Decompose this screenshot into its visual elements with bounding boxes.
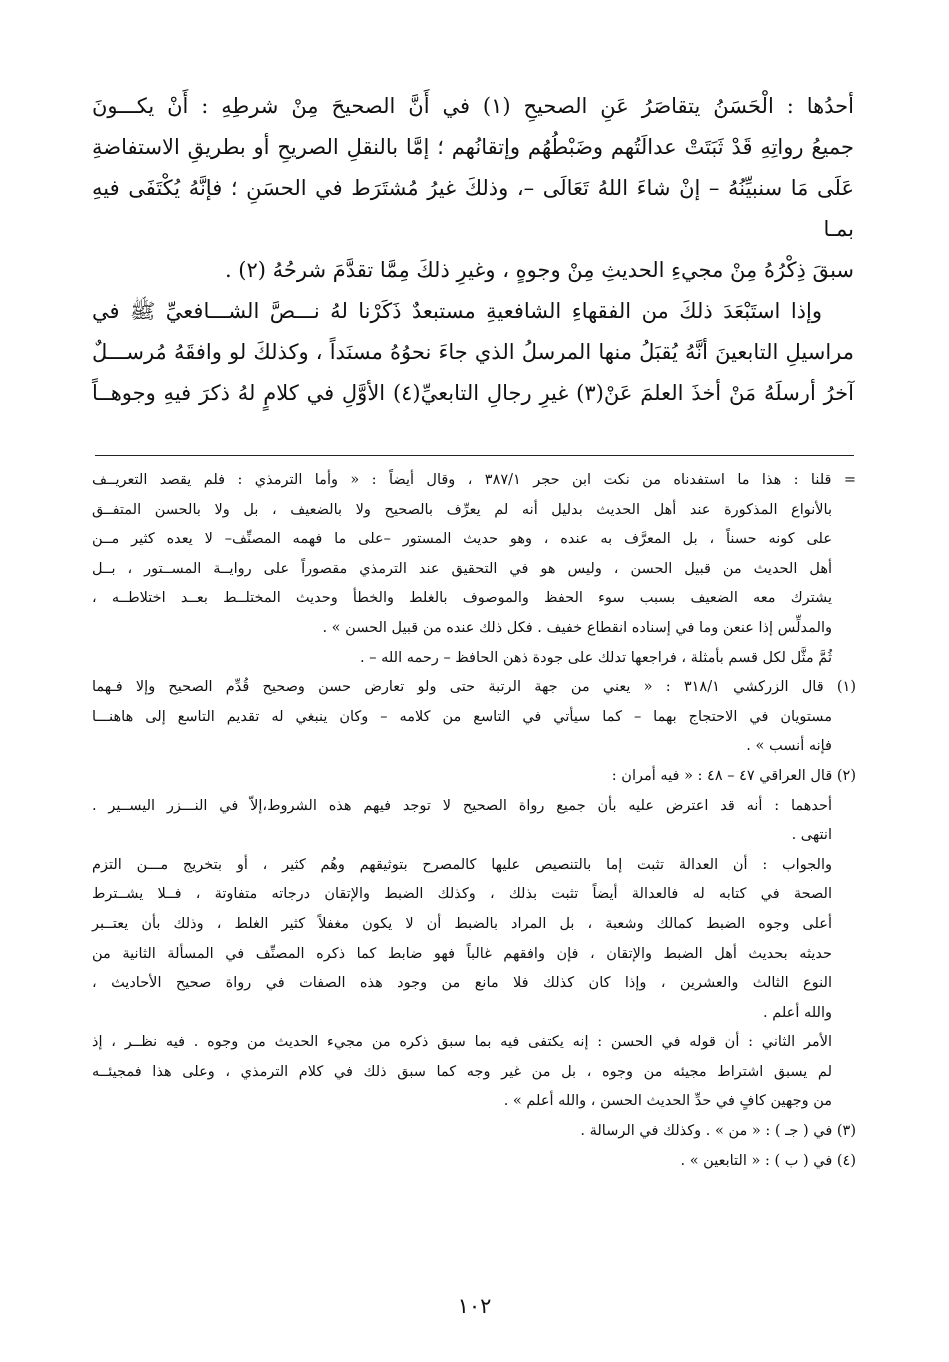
- main-text-line: مراسيلِ التابعينَ أنَّهُ يُقبَلُ منها المرسلُ الذي جاءَ نحوُهُ مسنَداً ، وكذلكَ لو وافقَهُ مُرســـلٌ: [92, 340, 854, 364]
- footnote-line: أحدهما : أنه قد اعترض عليه بأن جميع رواة الصحيح لا توجد فيهم هذه الشروط،إلاّ في النـــزر اليســير .: [92, 797, 832, 814]
- main-text-line: أحدُها : الْحَسَنُ يتقاصَرُ عَنِ الصحيحِ (١) في أَنَّ الصحيحَ مِنْ شرطِهِ : أَنْ يكـــونَ: [92, 94, 854, 118]
- footnote-line: = قلنا : هذا ما استفدناه من نكت ابن حجر ٣٨٧/١ ، وقال أيضاً : « وأما الترمذي : فلم يقصد التعريــف: [92, 472, 856, 488]
- footnote-line: الصحة في كتابه له فالعدالة أيضاً تثبت بذلك ، وكذلك الضبط والإتقان درجاته متفاوتة ، فــلا يشــترط: [92, 886, 832, 903]
- footnote-line: الأمر الثاني : أن قوله في الحسن : إنه يكتفى فيه بما سبق ذكره من مجيء الحديث من وجوه . فيه نظــر ، إذ: [92, 1034, 832, 1051]
- footnote-line: (٢) قال العراقي ٤٧ – ٤٨ : « فيه أمران :: [611, 767, 856, 784]
- footnote-line: النوع الثالث والعشرين ، وإذا كان كذلك فلا مانع من وجود هذه الصفات في رواة صحيح الأحاديث ،: [92, 975, 832, 992]
- footnote-line: أعلى وجوه الضبط كمالك وشعبة ، بل المراد بالضبط أن لا يكون مغفلاً كثير الغلط ، وذلك بأن يعتــبر: [92, 915, 832, 932]
- footnote-line: (٣) في ( جـ ) : « من » . وكذلك في الرسالة .: [580, 1123, 856, 1140]
- footnote-line: (٤) في ( ب ) : « التابعين » .: [680, 1152, 856, 1169]
- main-text: [92, 86, 854, 414]
- main-text-line: عَلَى مَا سنبيِّنُهُ – إنْ شاءَ اللهُ تَعَالَى –، وذلكَ غيرُ مُشتَرَط في الحسَنِ ؛ فإنَّهُ يُكْتَفَى فيهِ بمـا: [92, 176, 854, 241]
- footnotes: [92, 466, 856, 1176]
- main-text-line: سبقَ ذِكْرُهُ مِنْ مجيءِ الحديثِ مِنْ وجوهٍ ، وغيرِ ذلكَ مِمَّا تقدَّمَ شرحُهُ (٢) .: [224, 258, 854, 282]
- footnote-line: ثُمَّ مثَّل لكل قسم بأمثلة ، فراجعها تدلك على جودة ذهن الحافظ – رحمه الله – .: [360, 649, 832, 666]
- footnote-line: يشترك معه الضعيف بسبب سوء الحفظ والموصوف بالغلط والخطأ وحديث المختلــط بعــد اختلاطــه ،: [92, 590, 832, 607]
- footnote-line: لم يسبق اشتراط مجيئه من وجوه ، بل من غير وجه كما سبق ذلك في كلام الترمذي ، وعلى هذا فمجيئــه: [92, 1063, 832, 1080]
- footnote-line: (١) قال الزركشي ٣١٨/١ : « يعني من جهة الرتبة حتى ولو تعارض حسن وصحيح قُدِّم الصحيح وإلا فـهما: [92, 679, 856, 696]
- footnote-line: أهل الحديث من قبيل الحسن ، وليس هو في التحقيق عند الترمذي مقصوراً على روايــة المســتور ، بــل: [92, 560, 832, 577]
- footnote-line: فإنه أنسب » .: [746, 738, 832, 755]
- footnote-line: من وجهين كافٍ في حدِّ الحديث الحسن ، والله أعلم » .: [503, 1093, 832, 1110]
- footnote-line: والله أعلم .: [763, 1004, 832, 1021]
- footnote-separator: [95, 455, 854, 456]
- main-text-line: وإذا استَبْعَدَ ذلكَ من الفقهاءِ الشافعيةِ مستبعدٌ ذَكَرْنا لهُ نـــصَّ الشـــافعيِّ ﷺ في: [92, 299, 822, 323]
- footnote-line: انتهى .: [791, 827, 832, 844]
- footnote-line: حديثه بحديث أهل الضبط والإتقان ، فإن وافقهم غالباً فهو ضابط كما ذكره المصنِّف في المسألة الثانية من: [92, 945, 832, 962]
- footnote-line: مستويان في الاحتجاج بهما – كما سيأتي في التاسع من كلامه – وكان ينبغي له تقديم التاسع إلى هاهنـــا: [92, 708, 832, 725]
- footnote-line: بالأنواع المذكورة عند أهل الحديث بدليل أنه لم يعرِّف بالصحيح ولا بالضعيف ، بل ولا بالحسن المتفــق: [92, 501, 832, 518]
- main-text-line: آخرُ أرسلَهُ مَنْ أخذَ العلمَ عَنْ(٣) غيرِ رجالِ التابعيِّ(٤) الأوَّلِ في كلامٍ لهُ ذكرَ فيهِ وجوهــاً: [92, 381, 854, 405]
- footnote-line: والجواب : أن العدالة تثبت إما بالتنصيص عليها كالمصرح بتوثيقهم وهُم كثير ، أو بتخريج مـــن التزم: [92, 856, 832, 873]
- main-text-line: جميعُ رواتِهِ قَدْ ثَبَتَتْ عدالَتُهم وضَبْطُهُم وإتقانُهم ؛ إمَّا بالنقلِ الصريحِ أو بطريقِ الاستفاضةِ: [92, 135, 854, 159]
- page-number: ١٠٢: [457, 1294, 492, 1318]
- footnote-line: والمدلِّس إذا عنعن وما في إسناده انقطاع خفيف . فكل ذلك عنده من قبيل الحسن » .: [322, 619, 832, 636]
- footnote-line: على كونه حسناً ، بل المعرَّف به عنده ، وهو حديث المستور –على ما فهمه المصنِّف– لا يعده كثير مــن: [92, 531, 832, 548]
